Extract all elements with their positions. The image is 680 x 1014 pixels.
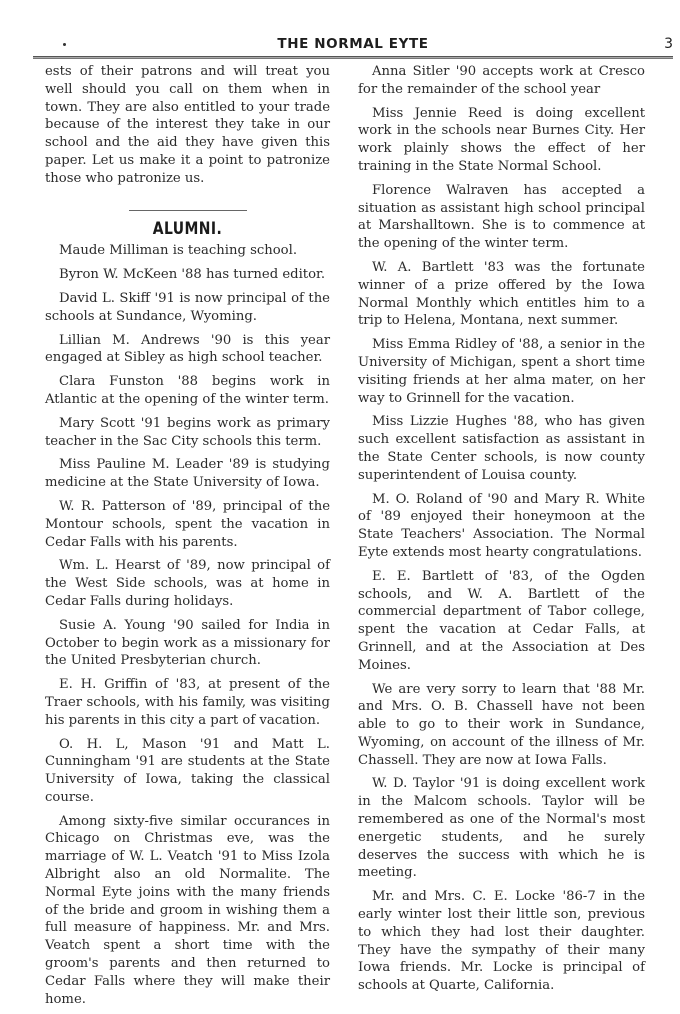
alumni-note: Byron W. McKeen '88 has turned editor. — [59, 267, 326, 283]
right-column — [358, 63, 645, 1001]
alumni-note: W. A. Bartlett '83 was the fortunate winner of a prize offered by the Iowa Normal Monthly which entitles him to a trip to Helena, Montana, next summer. — [358, 259, 645, 329]
alumni-note: Lillian M. Andrews '90 is this year engaged at Sibley as high school teacher. — [45, 332, 330, 366]
alumni-note: We are very sorry to learn that '88 Mr. and Mrs. O. B. Chassell have not been able to go to their work in Sundance, Wyoming, on account of the illness of Mr. Chassell. They are now at Iowa Falls. — [358, 681, 645, 768]
page-header — [33, 34, 673, 56]
alumni-note: Miss Jennie Reed is doing excellent work in the schools near Burnes City. Her work plainly shows the effect of her training in the State Normal School. — [358, 105, 645, 174]
alumni-note: Mary Scott '91 begins work as primary teacher in the Sac City schools this term. — [45, 415, 330, 449]
alumni-note: E. H. Griffin of '83, at present of the Traer schools, with his family, was visiting his parents in this city a part of vacation. — [45, 677, 330, 728]
page-number: 3 — [664, 36, 673, 52]
alumni-note: W. R. Patterson of '89, principal of the Montour schools, spent the vacation in Cedar Falls with his parents. — [45, 498, 330, 550]
alumni-note: Maude Milliman is teaching school. — [59, 243, 298, 259]
alumni-note: M. O. Roland of '90 and Mary R. White of '89 enjoyed their honeymoon at the State Teachers' Association. The Normal Eyte extends most hearty congratulations. — [358, 491, 645, 560]
alumni-note: O. H. L, Mason '91 and Matt L. Cunningham '91 are students at the State University of Iowa, taking the classical course. — [45, 736, 330, 805]
alumni-note: Anna Sitler '90 accepts work at Cresco for the remainder of the school year — [358, 64, 645, 97]
alumni-note: Florence Walraven has accepted a situation as assistant high school principal at Marshalltown. She is to commence at the opening of the winter term. — [358, 182, 645, 252]
alumni-note: E. E. Bartlett of '83, of the Ogden schools, and W. A. Bartlett of the commercial department of Tabor college, spent the vacation at Cedar Falls, at Grinnell, and at the Association at Des Moines. — [358, 568, 645, 673]
left-column — [45, 63, 330, 1014]
header-rule — [33, 56, 673, 59]
alumni-note: Miss Emma Ridley of '88, a senior in the University of Michigan, spent a short time visiting friends at her alma mater, on her way to Grinnell for the vacation. — [358, 337, 645, 406]
alumni-note: Wm. L. Hearst of '89, now principal of the West Side schools, was at home in Cedar Falls during holidays. — [45, 558, 330, 609]
alumni-note: Susie A. Young '90 sailed for India in October to begin work as a missionary for the United Presbyterian church. — [45, 617, 330, 669]
alumni-note: Clara Funston '88 begins work in Atlantic at the opening of the winter term. — [45, 374, 330, 407]
section-divider — [129, 210, 247, 211]
section-heading-alumni: ALUMNI. — [152, 218, 223, 239]
alumni-note: Among sixty-five similar occurances in Chicago on Christmas eve, was the marriage of W. L. Veatch '91 to Miss Izola Albright also an old Normalite. The Normal Eyte joins with the many friends of the bride and groom in wishing them a full measure of happiness. Mr. and Mrs. Veatch spent a short time with the groom's parents and then returned to Cedar Falls where they will make their home. — [45, 813, 330, 1007]
alumni-note: W. D. Taylor '91 is doing excellent work in the Malcom schools. Taylor will be remembered as one of the Normal's most energetic students, and he surely deserves the success with which he is meeting. — [358, 776, 645, 881]
intro-paragraph: ests of their patrons and will treat you well should you call on them when in town. They are also entitled to your trade because of the interest they take in our school and the aid they have given this paper. Let us make it a point to patronize those who patronize us. — [45, 64, 330, 186]
alumni-note: Miss Lizzie Hughes '88, who has given such excellent satisfaction as assistant in the State Center schools, is now county superintendent of Louisa county. — [358, 414, 645, 483]
publication-title: THE NORMAL EYTE — [277, 36, 429, 52]
alumni-note: David L. Skiff '91 is now principal of the schools at Sundance, Wyoming. — [45, 290, 330, 324]
alumni-note: Miss Pauline M. Leader '89 is studying medicine at the State University of Iowa. — [45, 457, 330, 491]
alumni-note: Mr. and Mrs. C. E. Locke '86-7 in the early winter lost their little son, previous to which they had lost their daughter. They have the sympathy of their many Iowa friends. Mr. Locke is principal of schools at Quarte, California. — [358, 889, 645, 994]
